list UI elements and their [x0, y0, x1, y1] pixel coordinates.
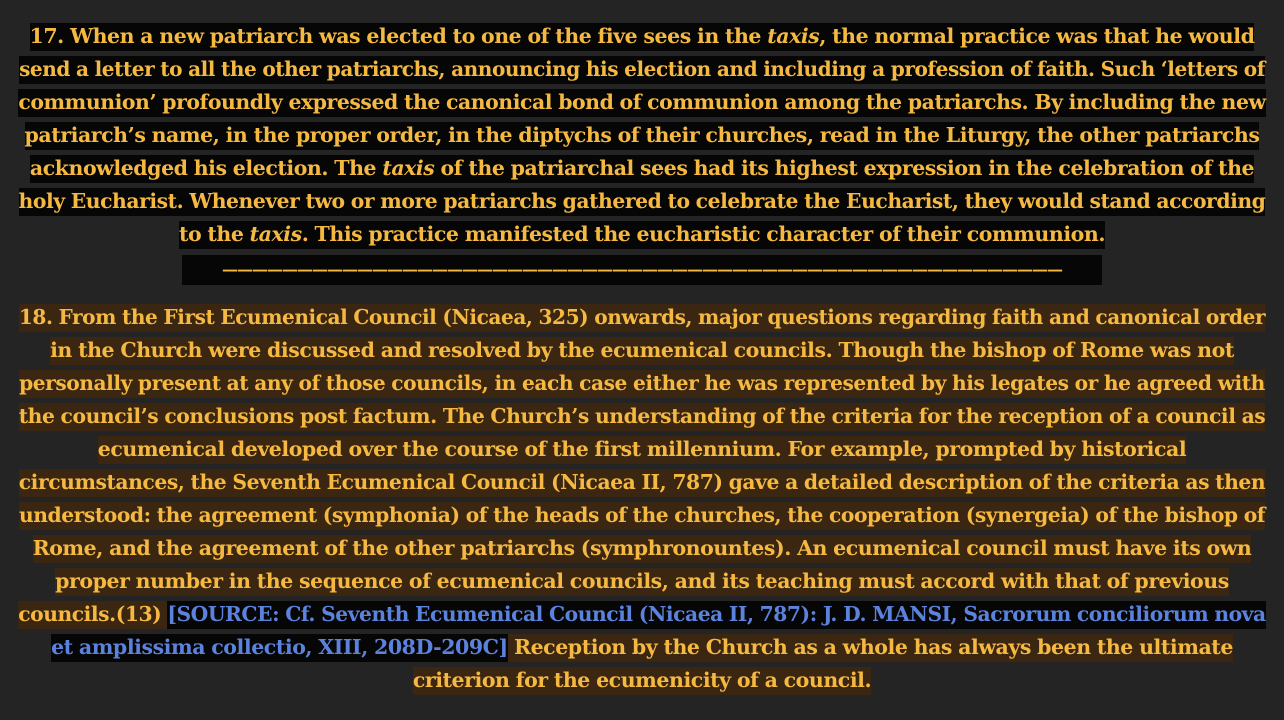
paragraph-18-line: Rome, and the agreement of the other patriarchs (symphronountes). An ecumenical council must have its own: [18, 532, 1266, 565]
paragraph-17-line: send a letter to all the other patriarchs, announcing his election and including a profession of faith. Such ‘letters of: [18, 53, 1266, 86]
section-divider: ————————————————————————————————————————————————————————: [182, 255, 1102, 285]
paragraph-18-line: personally present at any of those councils, in each case either he was represented by his legates or he agreed with: [18, 367, 1266, 400]
paragraph-18: [18, 301, 1266, 697]
paragraph-17-line: 17. When a new patriarch was elected to one of the five sees in the taxis, the normal practice was that he would: [18, 20, 1266, 53]
paragraph-17-line: acknowledged his election. The taxis of the patriarchal sees had its highest expression in the celebration of the: [18, 152, 1266, 185]
paragraph-17-line: patriarch’s name, in the proper order, in the diptychs of their churches, read in the Liturgy, the other patriarchs: [18, 119, 1266, 152]
paragraph-18-line: councils.(13) [SOURCE: Cf. Seventh Ecumenical Council (Nicaea II, 787): J. D. MANSI, Sacrorum conciliorum nova: [18, 598, 1266, 631]
paragraph-17-line: holy Eucharist. Whenever two or more patriarchs gathered to celebrate the Eucharist, they would stand according: [18, 185, 1266, 218]
taxis-term: taxis: [767, 24, 820, 48]
paragraph-18-line: in the Church were discussed and resolved by the ecumenical councils. Though the bishop of Rome was not: [18, 334, 1266, 367]
paragraph-18-line: criterion for the ecumenicity of a council.: [18, 664, 1266, 697]
paragraph-18-line: proper number in the sequence of ecumenical councils, and its teaching must accord with that of previous: [18, 565, 1266, 598]
paragraph-18-line: the council’s conclusions post factum. The Church’s understanding of the criteria for the reception of a council as: [18, 400, 1266, 433]
paragraph-17: [18, 20, 1266, 251]
taxis-term: taxis: [382, 156, 435, 180]
paragraph-17-line: to the taxis. This practice manifested the eucharistic character of their communion.: [18, 218, 1266, 251]
paragraph-18-line: 18. From the First Ecumenical Council (Nicaea, 325) onwards, major questions regarding faith and canonical order: [18, 301, 1266, 334]
source-citation: et amplissima collectio, XIII, 208D-209C]: [51, 634, 508, 662]
paragraph-18-line: understood: the agreement (symphonia) of the heads of the churches, the cooperation (synergeia) of the bishop of: [18, 499, 1266, 532]
source-citation: [SOURCE: Cf. Seventh Ecumenical Council (Nicaea II, 787): J. D. MANSI, Sacrorum conciliorum nova: [167, 601, 1265, 629]
section-divider-wrap: [18, 255, 1266, 289]
paragraph-18-line: ecumenical developed over the course of the first millennium. For example, prompted by historical: [18, 433, 1266, 466]
paragraph-18-line: circumstances, the Seventh Ecumenical Council (Nicaea II, 787) gave a detailed description of the criteria as then: [18, 466, 1266, 499]
paragraph-18-line: et amplissima collectio, XIII, 208D-209C] Reception by the Church as a whole has always been the ultimate: [18, 631, 1266, 664]
taxis-term: taxis: [249, 222, 302, 246]
paragraph-17-line: communion’ profoundly expressed the canonical bond of communion among the patriarchs. By including the new: [18, 86, 1266, 119]
